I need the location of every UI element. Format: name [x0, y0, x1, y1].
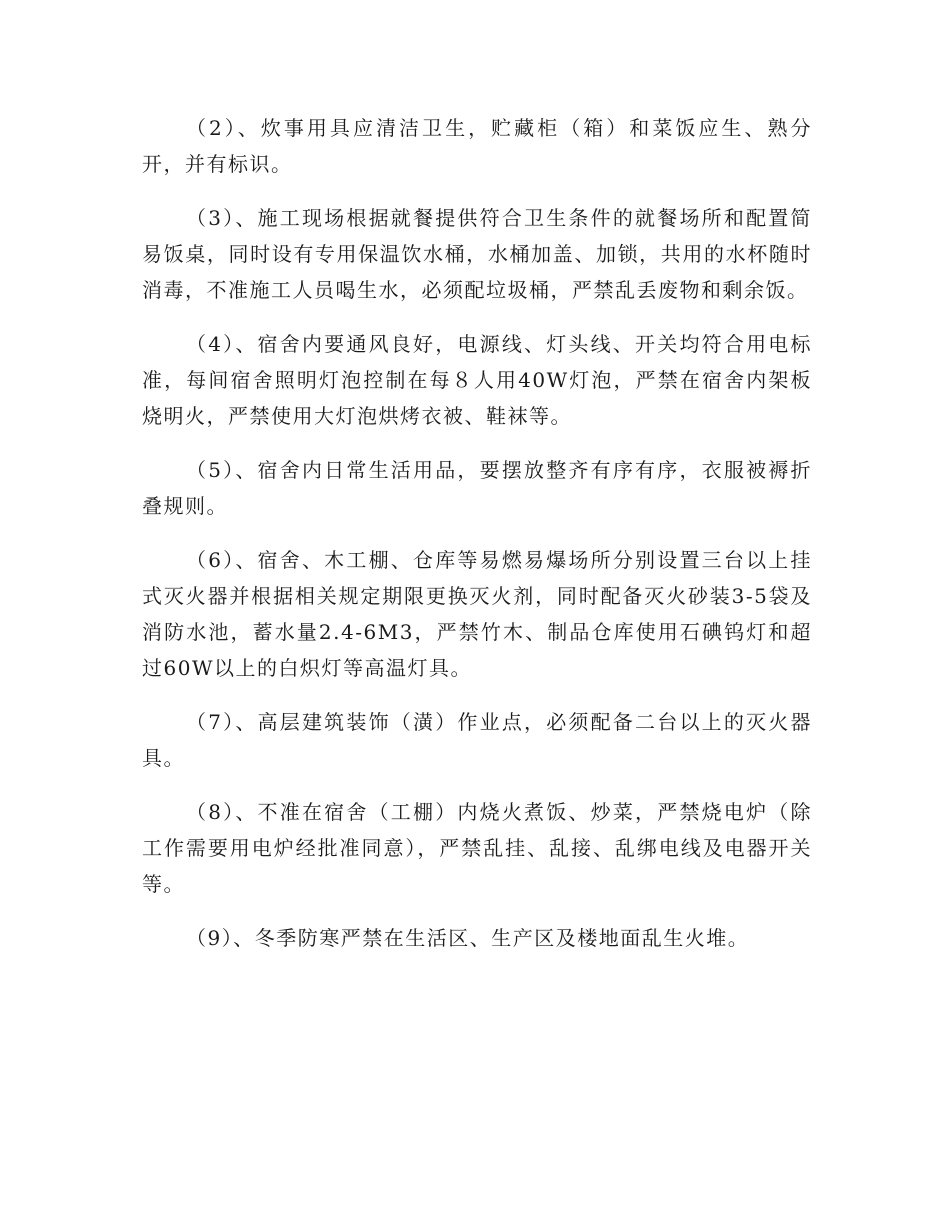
document-body [142, 110, 812, 974]
paragraph-item-3: （3）、施工现场根据就餐提供符合卫生条件的就餐场所和配置简易饭桌，同时设有专用保温饮水桶，水桶加盖、加锁，共用的水杯随时消毒，不准施工人员喝生水，必须配垃圾桶，严禁乱丢废物和剩余饭。 [142, 206, 812, 302]
paragraph-item-6: （6）、宿舍、木工棚、仓库等易燃易爆场所分别设置三台以上挂式灭火器并根据相关规定期限更换灭火剂，同时配备灭火砂装3-5袋及消防水池，蓄水量2.4-6M3，严禁竹木、制品仓库使用石碘钨灯和超过60W以上的白炽灯等高温灯具。 [142, 548, 812, 680]
paragraph-item-2: （2）、炊事用具应清洁卫生，贮藏柜（箱）和菜饭应生、熟分开，并有标识。 [142, 116, 812, 176]
paragraph-item-5: （5）、宿舍内日常生活用品，要摆放整齐有序有序，衣服被褥折叠规则。 [142, 458, 812, 518]
paragraph-item-9: （9）、冬季防寒严禁在生活区、生产区及楼地面乱生火堆。 [186, 926, 750, 950]
paragraph-item-7: （7）、高层建筑装饰（潢）作业点，必须配备二台以上的灭火器具。 [142, 710, 812, 770]
paragraph-item-8: （8）、不准在宿舍（工棚）内烧火煮饭、炒菜，严禁烧电炉（除工作需要用电炉经批准同意），严禁乱挂、乱接、乱绑电线及电器开关等。 [142, 800, 812, 896]
paragraph-item-4: （4）、宿舍内要通风良好，电源线、灯头线、开关均符合用电标准，每间宿舍照明灯泡控制在每８人用40W灯泡，严禁在宿舍内架板烧明火，严禁使用大灯泡烘烤衣被、鞋袜等。 [142, 332, 812, 428]
